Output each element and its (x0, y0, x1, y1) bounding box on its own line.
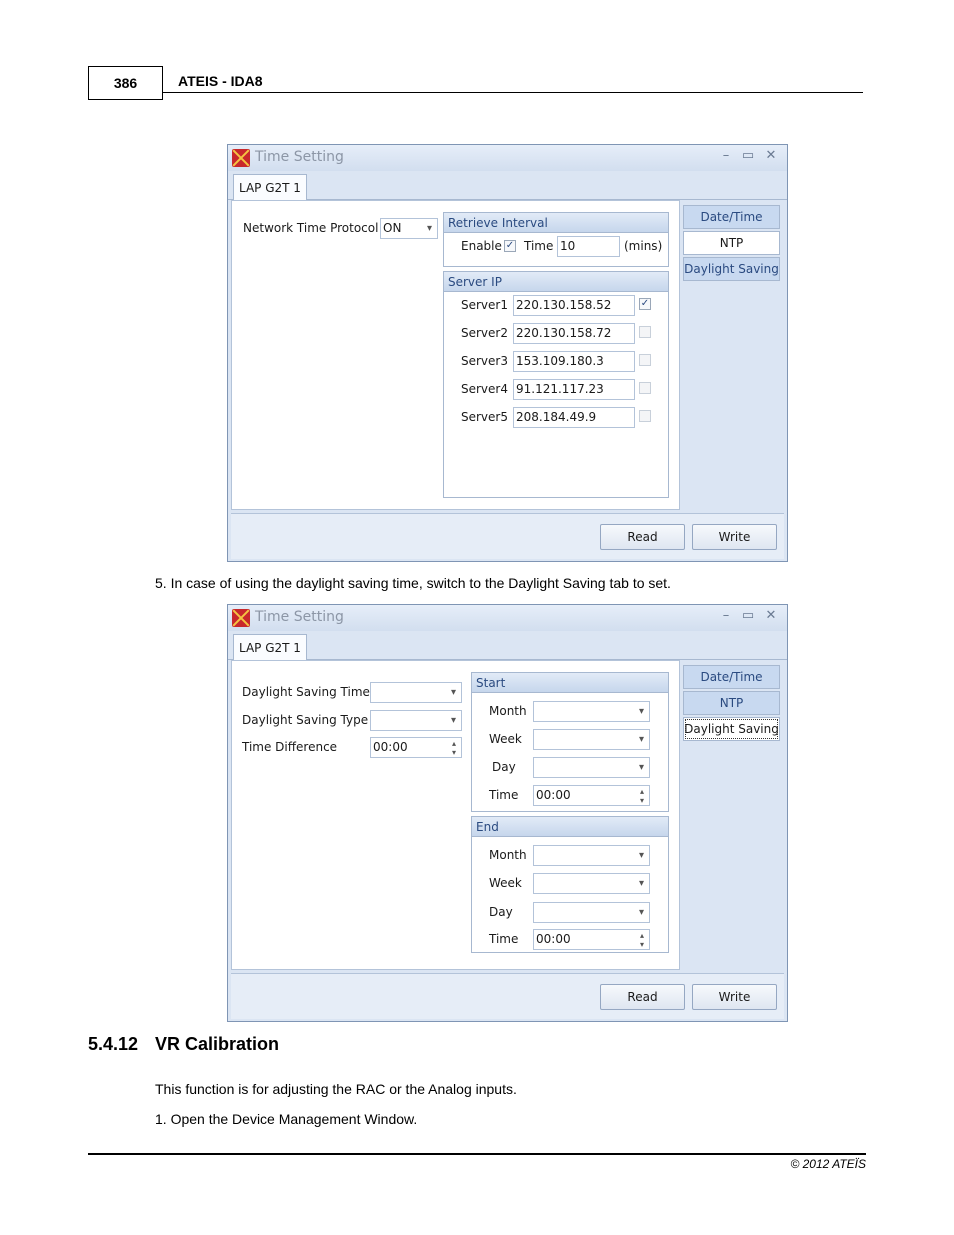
app-tool-icon (232, 609, 250, 627)
server-label: Server2 (461, 326, 508, 340)
page-number: 386 (88, 66, 163, 100)
write-button[interactable]: Write (692, 524, 777, 550)
enable-label: Enable (461, 239, 502, 253)
server-ip-input[interactable]: 220.130.158.52 (513, 295, 635, 316)
interval-time-label: Time (524, 239, 554, 253)
side-btn-ntp[interactable]: NTP (683, 231, 780, 255)
start-title: Start (472, 673, 668, 693)
enable-checkbox[interactable]: ✓ (505, 240, 515, 251)
server-ip-input[interactable]: 220.130.158.72 (513, 323, 635, 344)
server-checkbox[interactable] (639, 354, 651, 366)
step-5-text: 5. In case of using the daylight saving time, switch to the Daylight Saving tab to set. (155, 575, 671, 591)
side-btn-daylight-saving[interactable]: Daylight Saving (683, 257, 780, 281)
footer-rule (88, 1153, 866, 1155)
end-time-spinner[interactable]: 00:00 ▴ ▾ (533, 929, 650, 950)
end-month-label: Month (489, 848, 527, 862)
end-month-select[interactable] (533, 845, 650, 866)
tabstrip (228, 631, 787, 660)
start-month-select[interactable] (533, 701, 650, 722)
side-nav (683, 202, 784, 510)
retrieve-interval-title: Retrieve Interval (444, 213, 668, 233)
copyright: © 2012 ATEÏS (790, 1157, 866, 1171)
maximize-icon[interactable]: ▭ (741, 148, 755, 163)
start-week-select[interactable] (533, 729, 650, 750)
window-footer (231, 513, 784, 559)
time-setting-window-daylight (227, 604, 788, 1022)
side-btn-daylight-saving[interactable]: Daylight Saving (683, 717, 780, 741)
dst-type-select[interactable] (370, 710, 462, 731)
dst-time-label: Daylight Saving Time (242, 685, 370, 699)
minimize-icon[interactable]: – (722, 148, 730, 163)
time-difference-label: Time Difference (242, 740, 338, 754)
interval-time-input[interactable]: 10 (557, 236, 620, 257)
start-month-label: Month (489, 704, 527, 718)
window-title: Time Setting (255, 149, 344, 165)
window-title: Time Setting (255, 609, 344, 625)
server-label: Server4 (461, 382, 508, 396)
server-ip-input[interactable]: 153.109.180.3 (513, 351, 635, 372)
section-title: VR Calibration (155, 1034, 280, 1054)
server-label: Server3 (461, 354, 508, 368)
header-rule (162, 92, 863, 93)
start-day-label: Day (492, 760, 516, 774)
tab-device[interactable]: LAP G2T 1 (233, 174, 307, 201)
end-group (471, 816, 669, 953)
read-button[interactable]: Read (600, 524, 685, 550)
dst-time-select[interactable] (370, 682, 462, 703)
end-time-label: Time (489, 932, 519, 946)
end-week-label: Week (489, 876, 522, 890)
write-button[interactable]: Write (692, 984, 777, 1010)
paragraph-2: 1. Open the Device Management Window. (155, 1111, 418, 1127)
section-number: 5.4.12 (88, 1034, 139, 1054)
window-titlebar (228, 145, 787, 171)
close-icon[interactable]: ✕ (765, 608, 777, 623)
server-checkbox[interactable] (639, 382, 651, 394)
paragraph-1: This function is for adjusting the RAC or the Analog inputs. (155, 1081, 517, 1097)
ntp-label: Network Time Protocol (243, 221, 379, 235)
maximize-icon[interactable]: ▭ (741, 608, 755, 623)
dst-type-label: Daylight Saving Type (242, 713, 369, 727)
tabstrip (228, 171, 787, 200)
window-titlebar (228, 605, 787, 631)
server-label: Server1 (461, 298, 508, 312)
start-time-label: Time (489, 788, 519, 802)
start-group (471, 672, 669, 812)
section-heading (88, 1034, 279, 1055)
interval-unit-label: (mins) (624, 239, 663, 253)
close-icon[interactable]: ✕ (765, 148, 777, 163)
end-day-select[interactable] (533, 902, 650, 923)
time-difference-spinner[interactable]: 00:00 ▴ ▾ (370, 737, 462, 758)
server-label: Server5 (461, 410, 508, 424)
server-ip-input[interactable]: 208.184.49.9 (513, 407, 635, 428)
daylight-saving-panel (231, 660, 680, 970)
page-header-title: ATEIS - IDA8 (178, 73, 263, 89)
end-week-select[interactable] (533, 873, 650, 894)
window-footer (231, 973, 784, 1019)
app-tool-icon (232, 149, 250, 167)
end-title: End (472, 817, 668, 837)
retrieve-interval-group (443, 212, 669, 267)
tab-device[interactable]: LAP G2T 1 (233, 634, 307, 661)
ntp-panel (231, 200, 680, 510)
server-ip-title: Server IP (444, 272, 668, 292)
time-setting-window-ntp (227, 144, 788, 562)
server-ip-group (443, 271, 669, 498)
ntp-select[interactable]: ON ▾ (380, 218, 438, 239)
minimize-icon[interactable]: – (722, 608, 730, 623)
start-day-select[interactable] (533, 757, 650, 778)
side-btn-date-time[interactable]: Date/Time (683, 205, 780, 229)
start-week-label: Week (489, 732, 522, 746)
read-button[interactable]: Read (600, 984, 685, 1010)
start-time-spinner[interactable]: 00:00 ▴ ▾ (533, 785, 650, 806)
server-checkbox[interactable]: ✓ (640, 298, 650, 309)
server-checkbox[interactable] (639, 326, 651, 338)
side-nav (683, 662, 784, 970)
side-btn-date-time[interactable]: Date/Time (683, 665, 780, 689)
side-btn-ntp[interactable]: NTP (683, 691, 780, 715)
server-checkbox[interactable] (639, 410, 651, 422)
server-ip-input[interactable]: 91.121.117.23 (513, 379, 635, 400)
end-day-label: Day (489, 905, 513, 919)
